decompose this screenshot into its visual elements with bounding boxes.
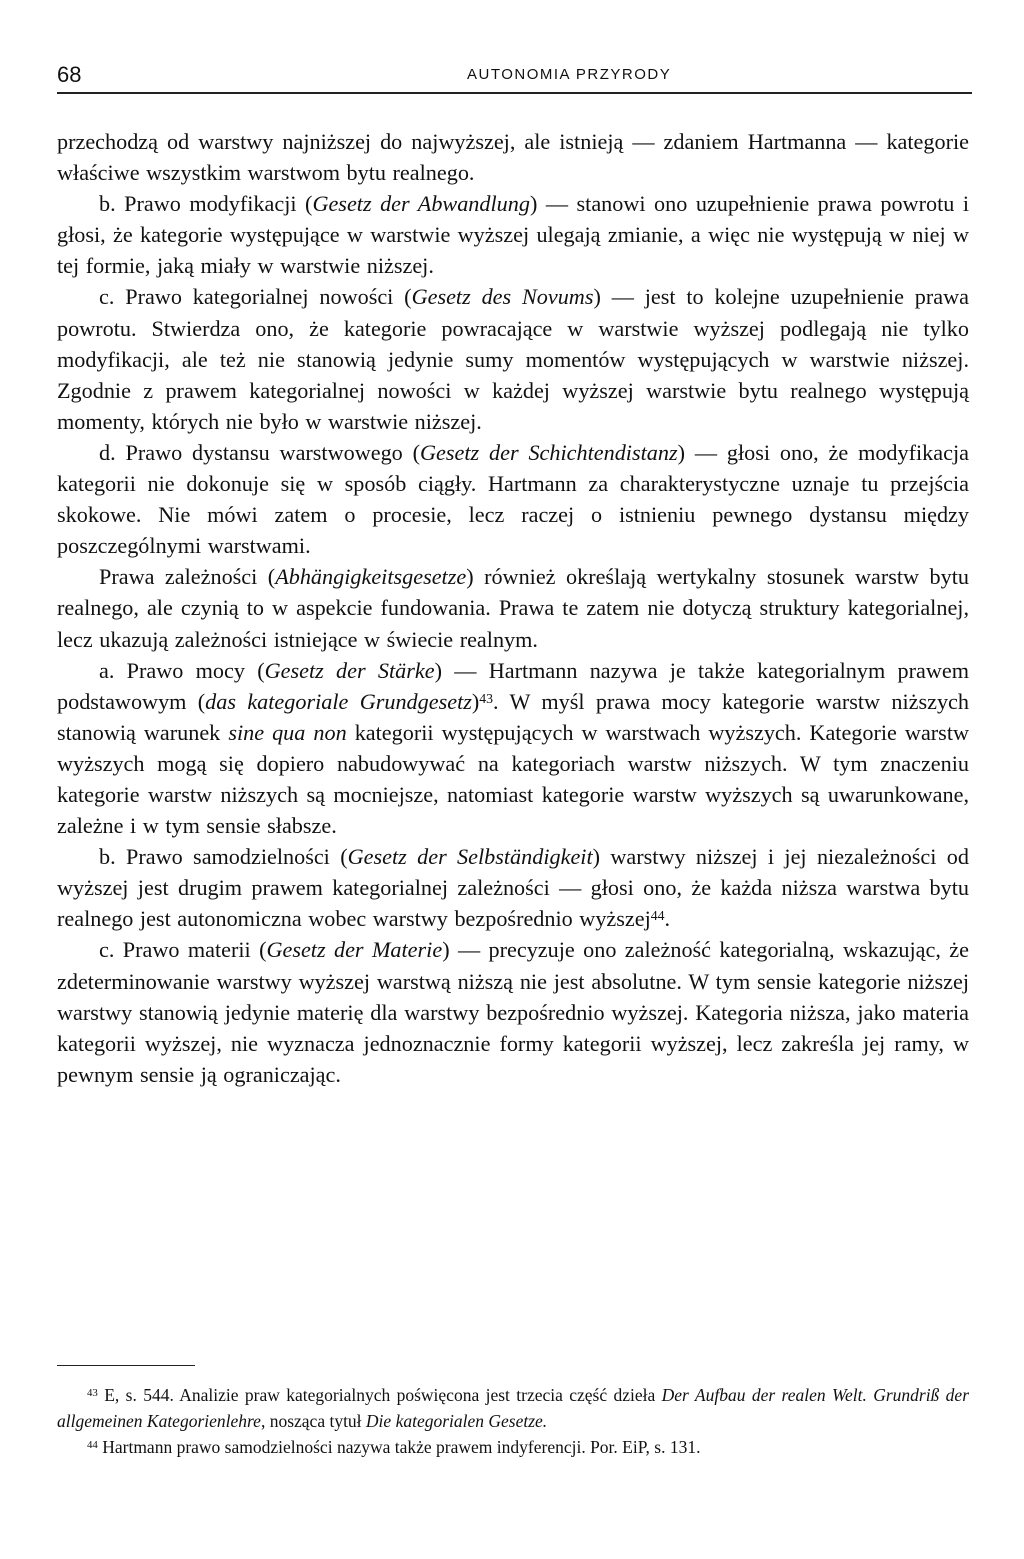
italic-term: Gesetz des Novums: [411, 284, 594, 310]
page-number: 68: [57, 62, 82, 87]
italic-term: Abhängigkeitsgesetze: [275, 564, 467, 590]
italic-term: das kategoriale Grundgesetz: [205, 688, 472, 714]
text-run: Hartmann prawo samodzielności nazywa także prawem indyferencji. Por. EiP, s. 131.: [97, 1437, 701, 1457]
text-run: ) — Hartmann nazywa je także kategorialnym prawem podstawowym (: [57, 657, 969, 714]
footnotes: [57, 1382, 969, 1460]
italic-term: Gesetz der Materie: [266, 937, 443, 963]
text-run: ) również określają wertykalny stosunek warstw bytu realnego, ale czynią to w aspekcie fundowania. Prawa te zatem nie dotyczą struktury kategorialnej, lecz ukazują zależności istniejące w świecie realnym.: [57, 564, 969, 652]
text-run: d. Prawo dystansu warstwowego (: [99, 439, 421, 465]
italic-term: Der Aufbau der realen Welt. Grundriß der allgemeinen Kategorienlehre: [57, 1385, 970, 1431]
paragraph-law-distance: [57, 437, 969, 561]
text-run: ) warstwy niższej i jej niezależności od wyższej jest drugim prawem kategorialnej zależności — głosi ono, że każda niższa warstwa bytu realnego jest autonomiczna wobec warstwy bezpośrednio wyższej: [57, 844, 969, 932]
paragraph-law-matter: [57, 934, 969, 1089]
italic-term: Gesetz der Abwandlung: [312, 191, 530, 217]
footnote-number: 44: [87, 1439, 98, 1452]
page-header: [57, 62, 972, 94]
text-run: ): [471, 688, 480, 714]
text-run: ) — głosi ono, że modyfikacja kategorii nie dokonuje się w sposób ciągły. Hartmann za charakterystyczne uznaje tu przejścia skokowe. Nie mówi zatem o procesie, lecz raczej o istnieniu pewnego dystansu między poszczególnymi warstwami.: [57, 439, 969, 559]
text-run: b. Prawo modyfikacji (: [99, 191, 313, 217]
footnote-divider: [57, 1365, 195, 1366]
text-run: ) — precyzuje ono zależność kategorialną, wskazując, że zdeterminowanie warstwy wyższej warstwą niższą nie jest absolutne. W tym sensie kategorie niższej warstwy stanowią jedynie materię dla warstwy bezpośrednio wyższej. Kategoria niższa, jako materia kategorii wyższej, nie wyznacza jednoznacznie formy kategorii wyższej, lecz zakreśla jej ramy, w pewnym sensie ją ograniczając.: [57, 937, 969, 1087]
text-run: ) — stanowi ono uzupełnienie prawa powrotu i głosi, że kategorie występujące w warstwie wyższej ulegają zmianie, a więc nie występują w niej w tej formie, jaką miały w warstwie niższej.: [57, 191, 969, 279]
text-run: . W myśl prawa mocy kategorie warstw niższych stanowią warunek: [57, 688, 969, 745]
italic-term: Gesetz der Selbständigkeit: [347, 844, 593, 870]
italic-term: Gesetz der Stärke: [264, 657, 435, 683]
italic-term: Die kategorialen Gesetze.: [365, 1411, 548, 1431]
italic-term: sine qua non: [228, 719, 347, 745]
text-run: Prawa zależności (: [99, 564, 276, 590]
running-head: AUTONOMIA PRZYRODY: [467, 66, 672, 83]
paragraph-law-modification: [57, 188, 969, 281]
text-run: a. Prawo mocy (: [99, 657, 265, 683]
text-run: ) — jest to kolejne uzupełnienie prawa powrotu. Stwierdza ono, że kategorie powracające w warstwie wyższej podlegają nie tylko modyfikacji, ale też nie stanowią jedynie sumy momentów występujących w warstwie niższej. Zgodnie z prawem kategorialnej nowości w każdej wyższej warstwie bytu realnego występują momenty, których nie było w warstwie niższej.: [57, 284, 969, 434]
paragraph-law-independence: [57, 841, 969, 934]
paragraph: [57, 126, 969, 188]
footnote-ref-44[interactable]: 44: [650, 908, 665, 924]
footnote-ref-43[interactable]: 43: [479, 690, 494, 706]
text-run: c. Prawo materii (: [99, 937, 267, 963]
paragraph-text: przechodzą od warstwy najniższej do najwyższej, ale istnieją — zdaniem Hartmanna — kategorie właściwe wszystkim warstwom bytu realnego.: [57, 129, 969, 186]
text-run: c. Prawo kategorialnej nowości (: [99, 284, 412, 310]
paragraph-law-novum: [57, 281, 969, 436]
body-text: [57, 126, 969, 1090]
text-run: b. Prawo samodzielności (: [99, 844, 348, 870]
footnote-43: [57, 1382, 969, 1434]
italic-term: Gesetz der Schichtendistanz: [420, 439, 678, 465]
text-run: .: [664, 906, 671, 932]
footnote-44: [57, 1434, 969, 1460]
paragraph-law-strength: [57, 655, 969, 842]
text-run: , nosząca tytuł: [260, 1411, 366, 1431]
footnote-number: 43: [87, 1387, 98, 1400]
text-run: kategorii występujących w warstwach wyższych. Kategorie warstw wyższych mogą się dopiero nabudowywać na kategoriach warstw niższych. W tym znaczeniu kategorie warstw niższych są mocniejsze, natomiast kategorie warstw wyższych są uwarunkowane, zależne i w tym sensie słabsze.: [57, 719, 970, 839]
paragraph-dependency-laws: [57, 561, 969, 654]
text-run: E, s. 544. Analizie praw kategorialnych poświęcona jest trzecia część dzieła: [97, 1385, 662, 1405]
